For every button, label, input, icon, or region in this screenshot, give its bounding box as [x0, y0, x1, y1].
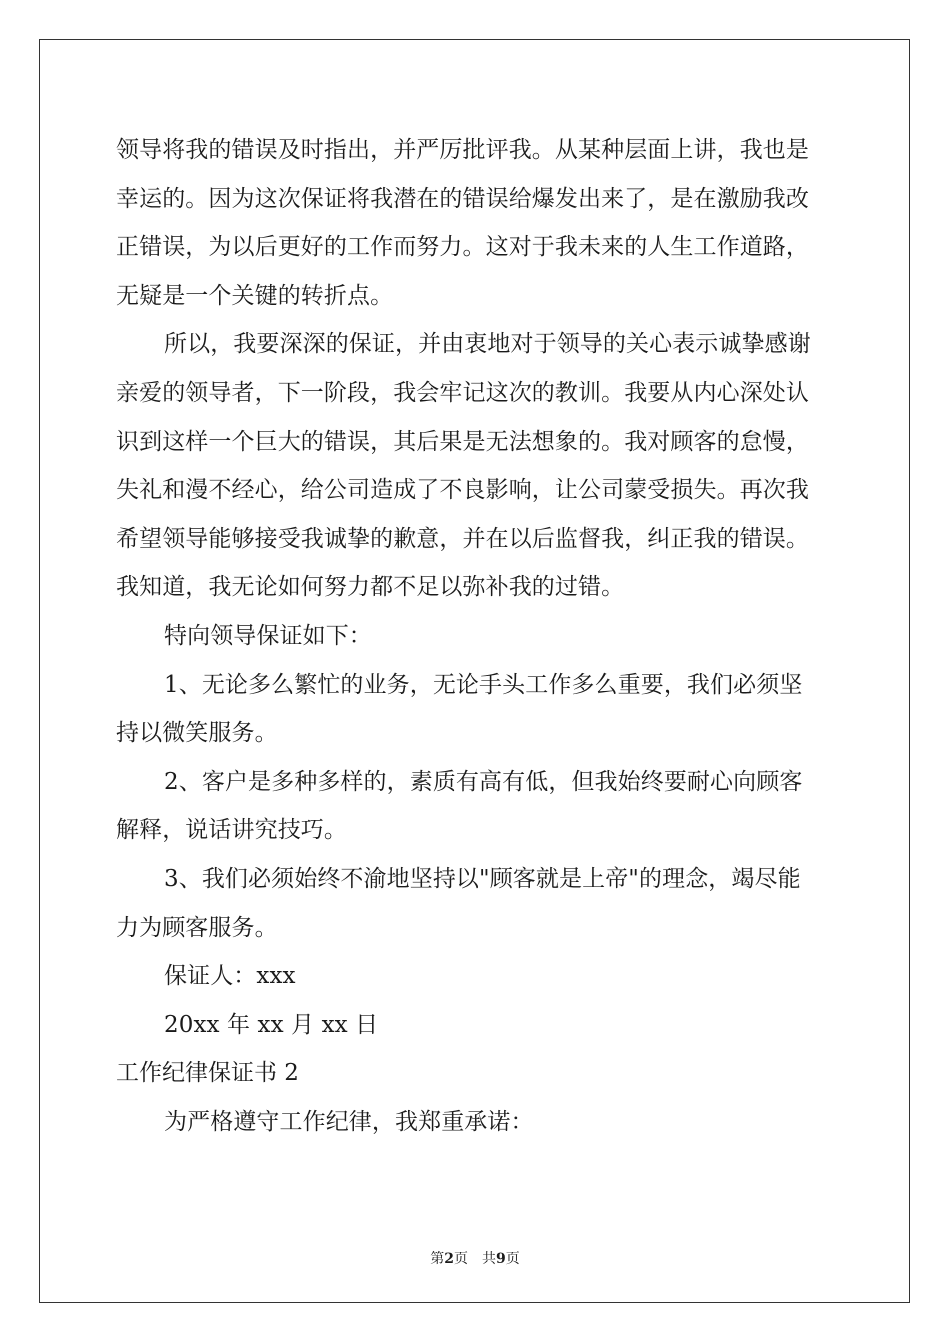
- date-line: 20xx 年 xx 月 xx 日: [164, 1011, 379, 1038]
- body-line-6: 亲爱的领导者，下一阶段，我会牢记这次的教训。我要从内心深处认: [116, 379, 809, 406]
- footer-prefix: 第: [430, 1251, 445, 1267]
- pledge-item-3-cont: 力为顾客服务。: [116, 914, 278, 941]
- body-line-5: 所以，我要深深的保证，并由衷地对于领导的关心表示诚挚感谢: [164, 331, 811, 358]
- body-line-1: 领导将我的错误及时指出，并严厉批评我。从某种层面上讲，我也是: [116, 137, 809, 163]
- section-title: 工作纪律保证书 2: [116, 1060, 299, 1087]
- body-line-2: 幸运的。因为这次保证将我潜在的错误给爆发出来了，是在激励我改: [116, 185, 809, 212]
- pledge-intro: 特向领导保证如下：: [164, 622, 372, 649]
- footer-page-total: 9: [496, 1251, 506, 1267]
- body-line-7: 识到这样一个巨大的错误，其后果是无法想象的。我对顾客的怠慢，: [116, 428, 809, 455]
- pledge-item-2: 2、客户是多种多样的，素质有高有低，但我始终要耐心向顾客: [164, 768, 803, 795]
- pledge-item-3: 3、我们必须始终不渝地坚持以"顾客就是上帝"的理念，竭尽能: [164, 865, 801, 892]
- pledge-item-2-cont: 解释，说话讲究技巧。: [116, 817, 347, 844]
- body-line-4: 无疑是一个关键的转折点。: [116, 282, 394, 309]
- pledge-item-1-cont: 持以微笑服务。: [116, 720, 278, 747]
- pledge-item-1: 1、无论多么繁忙的业务，无论手头工作多么重要，我们必须坚: [164, 671, 803, 698]
- body-line-3: 正错误，为以后更好的工作而努力。这对于我未来的人生工作道路，: [116, 234, 809, 261]
- section-intro: 为严格遵守工作纪律，我郑重承诺：: [164, 1108, 534, 1135]
- footer-suffix: 页: [505, 1251, 520, 1267]
- body-line-8: 失礼和漫不经心，给公司造成了不良影响，让公司蒙受损失。再次我: [116, 477, 809, 504]
- body-line-9: 希望领导能够接受我诚挚的歉意，并在以后监督我，纠正我的错误。: [116, 525, 809, 552]
- page-footer: [0, 1248, 950, 1268]
- guarantor-line: 保证人：xxx: [164, 963, 296, 990]
- document-body: [116, 126, 834, 1146]
- body-line-10: 我知道，我无论如何努力都不足以弥补我的过错。: [116, 574, 625, 601]
- footer-mid: 页 共: [454, 1251, 496, 1267]
- footer-page-number: 2: [444, 1251, 454, 1267]
